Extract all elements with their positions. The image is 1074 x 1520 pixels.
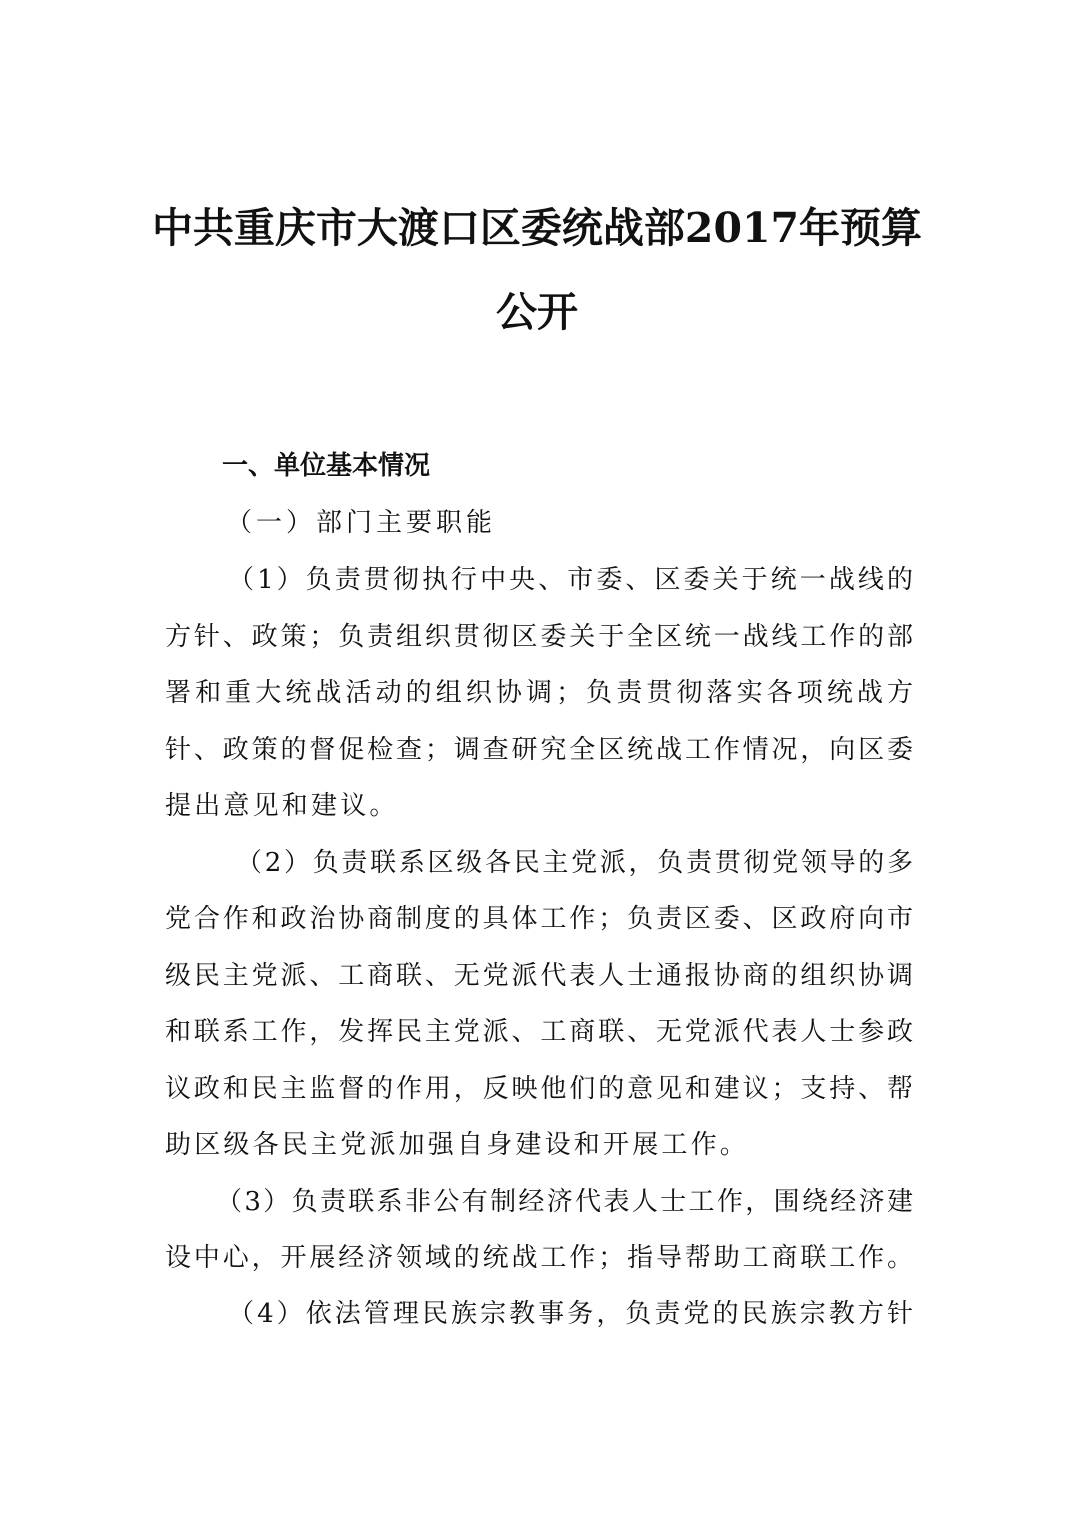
paragraph-1-line-3: 署和重大统战活动的组织协调；负责贯彻落实各项统战方 bbox=[165, 678, 913, 708]
paragraph-1-line-2: 方针、政策；负责组织贯彻区委关于全区统一战线工作的部 bbox=[165, 622, 913, 652]
section-heading-basic-info: 一、单位基本情况 bbox=[222, 451, 431, 481]
subsection-heading-main-functions: （一）部门主要职能 bbox=[226, 508, 497, 538]
paragraph-1-line-1: （1）负责贯彻执行中央、市委、区委关于统一战线的 bbox=[228, 565, 913, 595]
paragraph-2-line-4: 和联系工作，发挥民主党派、工商联、无党派代表人士参政 bbox=[165, 1017, 913, 1047]
paragraph-2-line-3: 级民主党派、工商联、无党派代表人士通报协商的组织协调 bbox=[165, 961, 913, 991]
paragraph-3-line-2: 设中心，开展经济领域的统战工作；指导帮助工商联工作。 bbox=[165, 1243, 913, 1273]
document-title-line-1: 中共重庆市大渡口区委统战部2017年预算 bbox=[151, 204, 923, 252]
paragraph-1-line-4: 针、政策的督促检查；调查研究全区统战工作情况，向区委 bbox=[165, 735, 913, 765]
document-title-line-2: 公开 bbox=[496, 288, 578, 336]
paragraph-2-line-2: 党合作和政治协商制度的具体工作；负责区委、区政府向市 bbox=[165, 904, 913, 934]
paragraph-4-line-1: （4）依法管理民族宗教事务，负责党的民族宗教方针 bbox=[228, 1299, 913, 1329]
paragraph-2-line-5: 议政和民主监督的作用，反映他们的意见和建议；支持、帮 bbox=[165, 1074, 913, 1104]
paragraph-2-line-1: （2）负责联系区级各民主党派，负责贯彻党领导的多 bbox=[236, 848, 913, 878]
paragraph-1-line-5: 提出意见和建议。 bbox=[165, 791, 399, 821]
paragraph-3-line-1: （3）负责联系非公有制经济代表人士工作，围绕经济建 bbox=[216, 1187, 913, 1217]
paragraph-2-line-6: 助区级各民主党派加强自身建设和开展工作。 bbox=[165, 1130, 750, 1160]
